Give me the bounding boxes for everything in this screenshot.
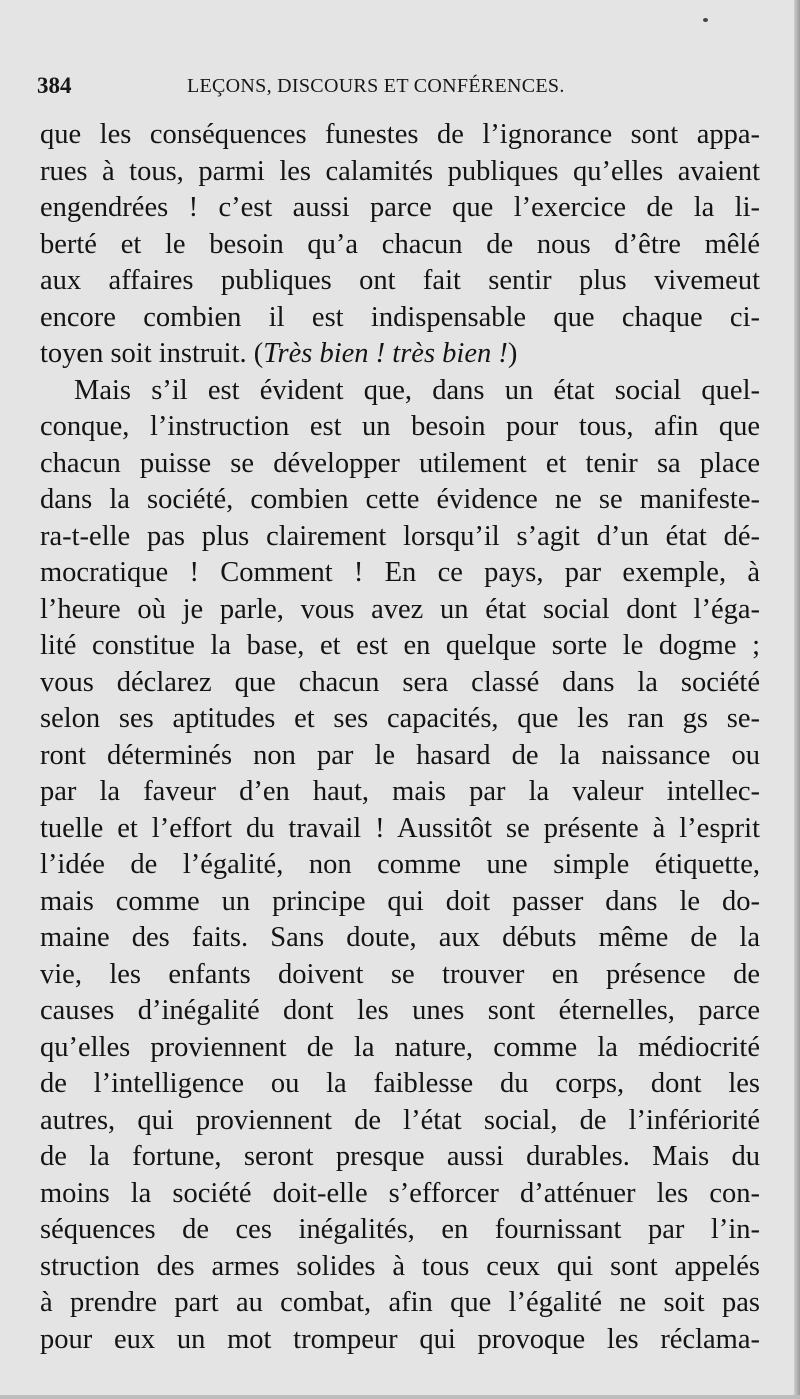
body-text [40,117,760,1358]
text-line: ra-t-elle pas plus clairement lorsqu’il s’agit d’un état dé- [40,520,760,552]
text-line: séquences de ces inégalités, en fournissant par l’in- [40,1214,760,1245]
running-title: LEÇONS, DISCOURS ET CONFÉRENCES. [187,75,565,97]
text-line: ront déterminés non par le hasard de la naissance ou [40,739,760,771]
text-line: autres, qui proviennent de l’état social, de l’infériorité [40,1104,760,1136]
text-line: par la faveur d’en haut, mais par la valeur intellec- [40,776,760,807]
text-line: engendrées ! c’est aussi parce que l’exercice de la li- [40,192,760,223]
text-line: de l’intelligence ou la faiblesse du corps, dont les [40,1068,760,1099]
text-line: que les conséquences funestes de l’ignorance sont appa- [40,119,760,150]
page-edge [794,0,800,1399]
text-line: berté et le besoin qu’a chacun de nous d’être mêlé [40,228,760,260]
page-number: 384 [37,73,72,98]
text-line: maine des faits. Sans doute, aux débuts même de la [40,922,760,953]
text-line: dans la société, combien cette évidence ne se manifeste- [40,484,760,515]
running-head [37,73,777,107]
text-line: moins la société doit-elle s’efforcer d’atténuer les con- [40,1177,760,1209]
text-line: vous déclarez que chacun sera classé dans la société [40,666,760,698]
text-fragment: toyen soit instruit. ( [40,338,264,369]
text-line: tuelle et l’effort du travail ! Aussitôt se présente à l’esprit [40,812,760,844]
text-line: mais comme un principe qui doit passer dans le do- [40,885,760,917]
text-line: vie, les enfants doivent se trouver en présence de [40,958,760,990]
page-edge-bottom [0,1395,800,1399]
print-speck [703,18,708,22]
text-line: de la fortune, seront presque aussi durables. Mais du [40,1141,760,1172]
paragraph-start-line: Mais s’il est évident que, dans un état social quel- [74,374,760,406]
text-line: pour eux un mot trompeur qui provoque les réclama- [40,1323,760,1355]
paragraph-end-line [40,336,760,373]
text-line: causes d’inégalité dont les unes sont éternelles, parce [40,995,760,1026]
text-line: encore combien il est indispensable que chaque ci- [40,301,760,333]
applause-close: ) [507,338,518,369]
text-line: chacun puisse se développer utilement et tenir sa place [40,447,760,479]
text-line: struction des armes solides à tous ceux qui sont appelés [40,1250,760,1282]
text-line: selon ses aptitudes et ses capacités, que les ran gs se- [40,703,760,734]
text-line: rues à tous, parmi les calamités publiques qu’elles avaient [40,155,760,187]
applause-note: Très bien ! très bien ! [263,338,508,369]
text-line: aux affaires publiques ont fait sentir plus vivemeut [40,265,760,296]
text-line: à prendre part au combat, afin que l’égalité ne soit pas [40,1287,760,1318]
text-line: lité constitue la base, et est en quelque sorte le dogme ; [40,630,760,661]
text-line: l’idée de l’égalité, non comme une simple étiquette, [40,849,760,880]
text-line: l’heure où je parle, vous avez un état social dont l’éga- [40,593,760,625]
text-line: mocratique ! Comment ! En ce pays, par exemple, à [40,557,760,588]
text-line: conque, l’instruction est un besoin pour tous, afin que [40,411,760,442]
text-line: qu’elles proviennent de la nature, comme la médiocrité [40,1031,760,1063]
